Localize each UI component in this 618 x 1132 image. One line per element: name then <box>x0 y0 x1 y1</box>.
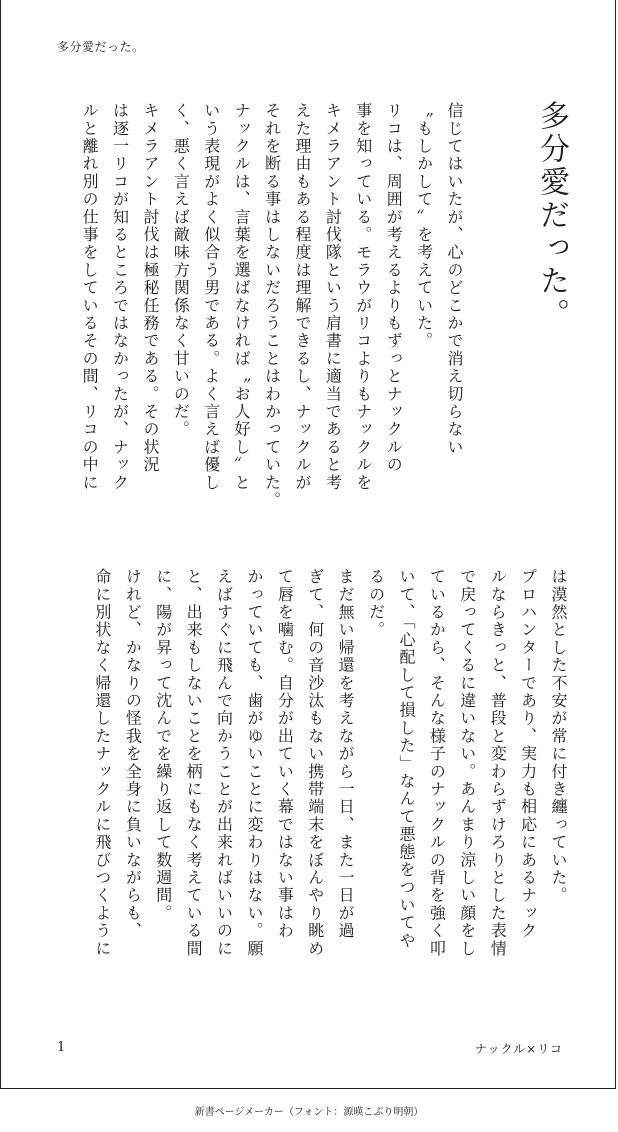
text-line: いて、「心配して損した」なんて悪態をついてや <box>396 568 416 950</box>
generator-caption: 新書ページメーカー（フォント：源暎こぶり明朝） <box>194 1107 424 1118</box>
text-line: るのだ。 <box>366 568 386 639</box>
text-line: けれど、かなりの怪我を全身に負いながらも、 <box>123 568 143 940</box>
text-line: て唇を噛む。自分が出ていく幕ではない事はわ <box>275 568 295 940</box>
text-line: プロハンターであり、実力も相応にあるナック <box>518 568 538 940</box>
text-line: かっていても、歯がゆいことに変わりはない。願 <box>244 568 264 958</box>
text-line: リコは、周囲が考えるよりもずっとナックルの <box>384 102 404 474</box>
page-number: 1 <box>57 1040 66 1055</box>
text-line: 〝もしかして〟を考えていた。 <box>414 102 434 350</box>
upper-text-block <box>49 102 469 528</box>
text-line: と、出来もしないことを柄にもなく考えている間 <box>184 568 204 958</box>
text-line: に、陽が昇って沈んでを繰り返して数週間。 <box>153 568 173 922</box>
text-line: キメラアント討伐隊という肩書に適当であると考 <box>323 102 343 492</box>
text-line: えた理由もある程度は理解できるし、ナックルが <box>292 102 312 492</box>
text-line: ぎて、何の音沙汰もない携帯端末をぼんやり眺め <box>305 568 325 958</box>
text-line: キメラアント討伐は極秘任務である。その状況 <box>140 102 160 474</box>
text-line: ルならきっと、普段と変わらずけろりとした表情 <box>488 568 508 958</box>
running-head: 多分愛だった。 <box>57 40 145 54</box>
text-line: は逐一リコが知るところではなかったが、ナック <box>110 102 130 492</box>
chapter-title: 多分愛だった。 <box>534 100 569 331</box>
text-line: 命に別状なく帰還したナックルに飛びつくように <box>92 568 112 958</box>
text-line: ているから、そんな様子のナックルの背を強く叩 <box>427 568 447 958</box>
text-line: それを断る事はしないだろうことはわかっていた。 <box>262 102 282 510</box>
text-line: まだ無い帰還を考えながら一日、また一日が過 <box>336 568 356 940</box>
text-line: ナックルは、言葉を選ばなければ〝お人好し〟と <box>232 102 252 492</box>
text-line: いう表現がよく似合う男である。よく言えば優し <box>201 102 221 492</box>
text-line: で戻ってくるに違いない。あんまり涼しい顔をし <box>457 568 477 958</box>
text-line: 信じてはいたが、心のどこかで消え切らない <box>445 102 464 456</box>
lower-text-block <box>49 568 573 994</box>
text-line: 事を知っている。モラウがリコよりもナックルを <box>353 102 373 492</box>
text-line: は漠然とした不安が常に付き纏っていた。 <box>549 568 568 905</box>
text-line: く、悪く言えば敵味方関係なく甘いのだ。 <box>171 102 191 439</box>
text-line: えばすぐに飛んで向かうことが出来ればいいのに <box>214 568 234 958</box>
footer-title: ナックル×リコ <box>474 1042 563 1056</box>
text-line: ルと離れ別の仕事をしているその間、リコの中に <box>80 102 100 492</box>
